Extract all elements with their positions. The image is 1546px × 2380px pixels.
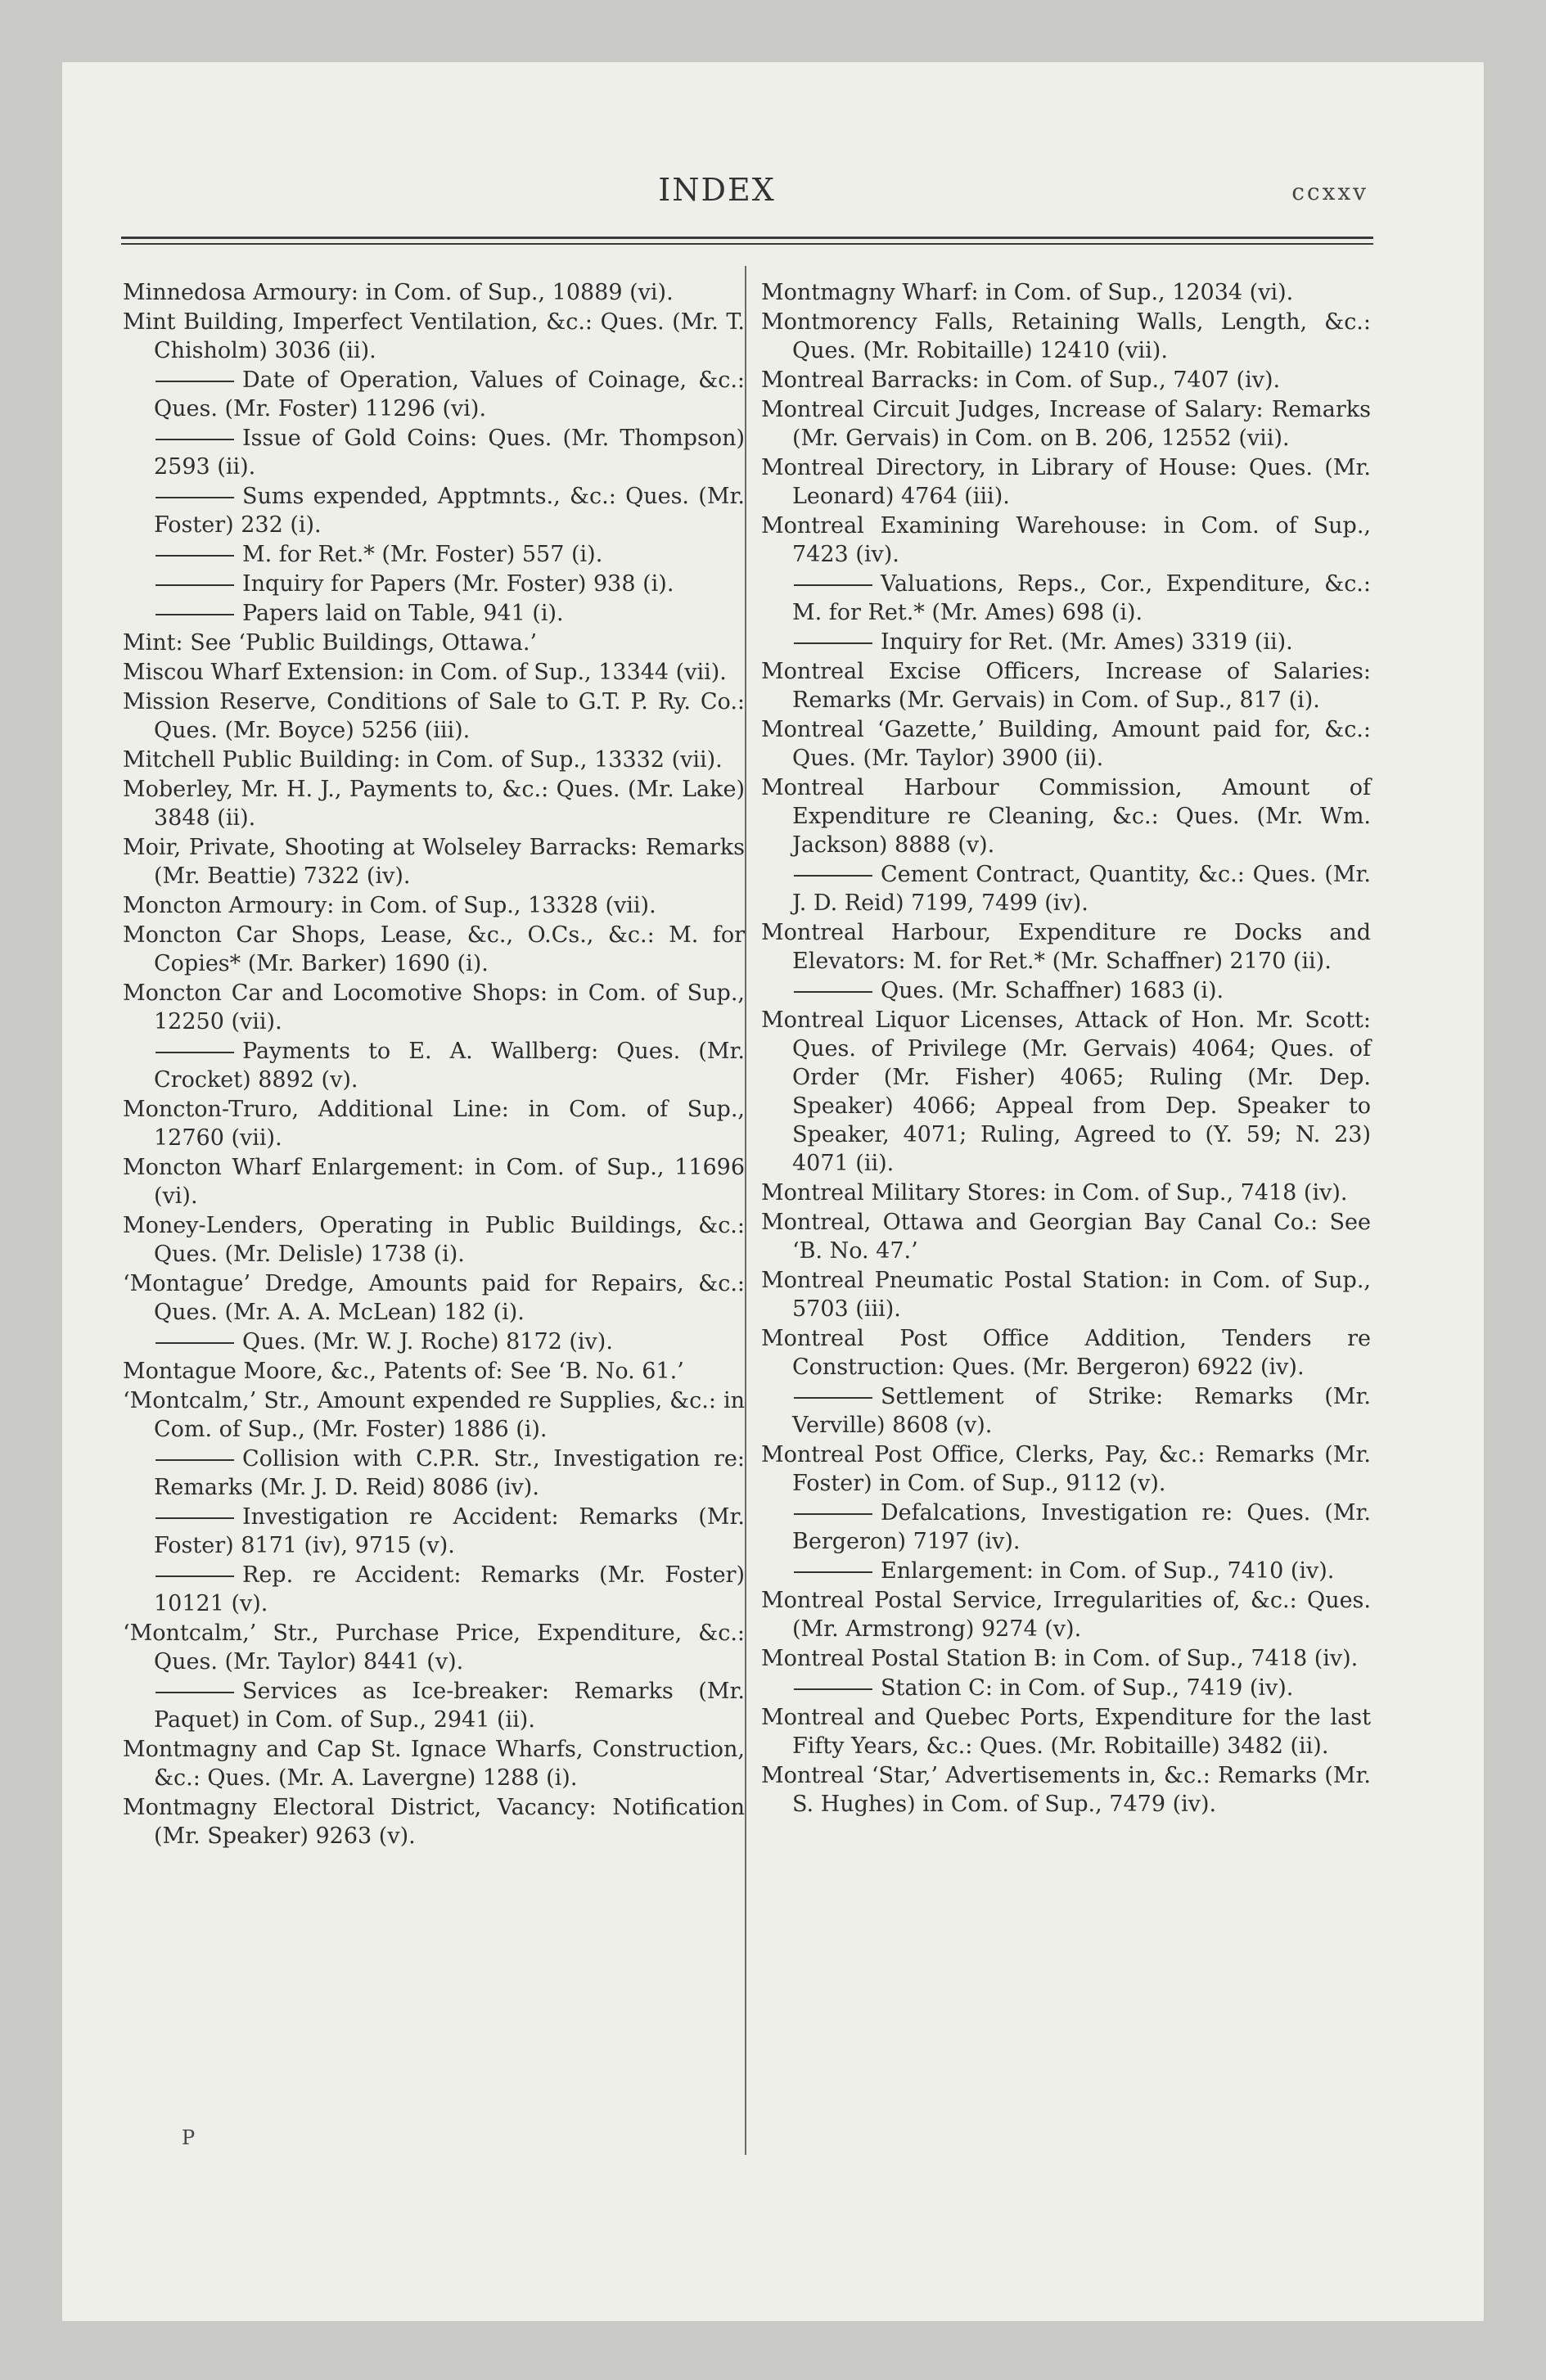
index-entry xyxy=(123,1386,745,1444)
header-rule xyxy=(121,237,1373,239)
entry-text: Issue of Gold Coins: Ques. (Mr. Thompson) 2593 (ii). xyxy=(154,426,745,480)
index-entry xyxy=(123,979,745,1036)
index-entry xyxy=(761,1179,1371,1207)
index-entry xyxy=(761,1324,1371,1382)
entry-text: Montmagny Wharf: in Com. of Sup., 12034 (vi). xyxy=(761,280,1294,305)
entry-text: Date of Operation, Values of Coinage, &c.: Ques. (Mr. Foster) 11296 (vi). xyxy=(154,367,745,421)
index-entry xyxy=(761,860,1371,917)
ditto-dash xyxy=(156,614,234,615)
entry-text: Moncton-Truro, Additional Line: in Com. of Sup., 12760 (vii). xyxy=(123,1097,745,1151)
entry-text: Investigation re Accident: Remarks (Mr. Foster) 8171 (iv), 9715 (v). xyxy=(154,1504,745,1558)
index-entry xyxy=(123,833,745,890)
signature-mark: P xyxy=(182,2126,196,2149)
entry-text: Defalcations, Investigation re: Ques. (Mr. Bergeron) 7197 (iv). xyxy=(792,1500,1371,1554)
index-entry xyxy=(123,366,745,423)
entry-text: Mission Reserve, Conditions of Sale to G.T. P. Ry. Co.: Ques. (Mr. Boyce) 5256 (iii). xyxy=(123,689,745,743)
entry-text: Papers laid on Table, 941 (i). xyxy=(242,601,564,626)
entry-text: Mitchell Public Building: in Com. of Sup., 13332 (vii). xyxy=(123,747,723,773)
ditto-dash xyxy=(794,1688,872,1690)
entry-text: Payments to E. A. Wallberg: Ques. (Mr. Crocket) 8892 (v). xyxy=(154,1039,745,1093)
index-entry xyxy=(123,891,745,920)
index-entry xyxy=(123,629,745,657)
index-entry xyxy=(761,1440,1371,1498)
index-entry xyxy=(761,976,1371,1005)
index-entry xyxy=(761,453,1371,511)
index-entry xyxy=(123,1561,745,1618)
entry-text: Mint Building, Imperfect Ventilation, &c.: Ques. (Mr. T. Chisholm) 3036 (ii). xyxy=(123,309,745,363)
index-entry xyxy=(761,918,1371,976)
index-entry xyxy=(761,1586,1371,1643)
entry-text: Cement Contract, Quantity, &c.: Ques. (Mr. J. D. Reid) 7199, 7499 (iv). xyxy=(792,862,1371,916)
entry-text: Mint: See ‘Public Buildings, Ottawa.’ xyxy=(123,630,538,656)
index-entry xyxy=(123,1445,745,1502)
index-entry xyxy=(761,657,1371,714)
ditto-dash xyxy=(794,1571,872,1573)
index-entry xyxy=(123,1503,745,1560)
ditto-dash xyxy=(156,555,234,557)
entry-text: Inquiry for Papers (Mr. Foster) 938 (i). xyxy=(242,571,674,597)
index-entry xyxy=(761,1674,1371,1702)
entry-text: Montmorency Falls, Retaining Walls, Length, &c.: Ques. (Mr. Robitaille) 12410 (vii). xyxy=(761,309,1371,363)
index-entry xyxy=(761,308,1371,365)
entry-text: Inquiry for Ret. (Mr. Ames) 3319 (ii). xyxy=(881,629,1293,655)
entry-text: Minnedosa Armoury: in Com. of Sup., 10889 (vi). xyxy=(123,280,674,305)
index-entry xyxy=(761,1644,1371,1673)
entry-text: Moir, Private, Shooting at Wolseley Barracks: Remarks (Mr. Beattie) 7322 (iv). xyxy=(123,835,745,889)
entry-text: Montreal Postal Service, Irregularities of, &c.: Ques. (Mr. Armstrong) 9274 (v). xyxy=(761,1588,1371,1642)
entry-text: Montreal Post Office, Clerks, Pay, &c.: Remarks (Mr. Foster) in Com. of Sup., 9112 (v). xyxy=(761,1442,1371,1496)
entry-text: ‘Montcalm,’ Str., Purchase Price, Expenditure, &c.: Ques. (Mr. Taylor) 8441 (v). xyxy=(123,1620,745,1675)
index-entry xyxy=(123,540,745,569)
entry-text: Moberley, Mr. H. J., Payments to, &c.: Ques. (Mr. Lake) 3848 (ii). xyxy=(123,777,745,831)
entry-text: Montreal Harbour Commission, Amount of Expenditure re Cleaning, &c.: Ques. (Mr. Wm. Jackson) 8888 (v). xyxy=(761,775,1371,858)
index-entry xyxy=(761,1208,1371,1265)
entry-text: Montreal Post Office Addition, Tenders re Construction: Ques. (Mr. Bergeron) 6922 (iv). xyxy=(761,1326,1371,1380)
index-entry xyxy=(761,1703,1371,1760)
index-entry xyxy=(123,1327,745,1356)
entry-text: Services as Ice-breaker: Remarks (Mr. Paquet) in Com. of Sup., 2941 (ii). xyxy=(154,1679,745,1733)
index-entry xyxy=(123,1793,745,1850)
index-entry xyxy=(761,773,1371,859)
entry-text: Montreal Liquor Licenses, Attack of Hon. Mr. Scott: Ques. of Privilege (Mr. Gervais) 4064; Ques. of Order (Mr. Fisher) 4065; Ruling (Mr. Dep. Speaker) 4066; Appeal from Dep. Speaker to Speaker, 4071; Ruling, Agreed to (Y. 59; N. 23) 4071 (ii). xyxy=(761,1007,1371,1176)
index-entry xyxy=(761,366,1371,394)
entry-text: Montmagny and Cap St. Ignace Wharfs, Construction, &c.: Ques. (Mr. A. Lavergne) 1288 (i). xyxy=(123,1737,745,1791)
entry-text: Moncton Car and Locomotive Shops: in Com. of Sup., 12250 (vii). xyxy=(123,980,745,1034)
entry-text: Montmagny Electoral District, Vacancy: Notification (Mr. Speaker) 9263 (v). xyxy=(123,1795,745,1849)
index-entry xyxy=(123,687,745,745)
ditto-dash xyxy=(156,381,234,382)
index-entry xyxy=(761,395,1371,453)
entry-text: Montreal Directory, in Library of House: Ques. (Mr. Leonard) 4764 (iii). xyxy=(761,455,1371,509)
entry-text: Ques. (Mr. Schaffner) 1683 (i). xyxy=(881,978,1224,1003)
index-entry xyxy=(761,1266,1371,1323)
entry-text: Miscou Wharf Extension: in Com. of Sup., 13344 (vii). xyxy=(123,660,727,685)
entry-text: Montreal Circuit Judges, Increase of Salary: Remarks (Mr. Gervais) in Com. on B. 206, 12552 (vii). xyxy=(761,397,1371,451)
entry-text: Enlargement: in Com. of Sup., 7410 (iv). xyxy=(881,1558,1335,1584)
entry-text: Montreal, Ottawa and Georgian Bay Canal Co.: See ‘B. No. 47.’ xyxy=(761,1210,1371,1264)
entry-text: Money-Lenders, Operating in Public Buildings, &c.: Ques. (Mr. Delisle) 1738 (i). xyxy=(123,1213,745,1267)
ditto-dash xyxy=(794,642,872,644)
page-header xyxy=(62,172,1372,221)
index-entry xyxy=(761,1557,1371,1585)
index-entry xyxy=(123,570,745,598)
entry-text: M. for Ret.* (Mr. Foster) 557 (i). xyxy=(242,542,603,567)
ditto-dash xyxy=(156,497,234,498)
index-column-left xyxy=(123,278,745,1851)
index-entry xyxy=(123,921,745,978)
entry-text: Montreal Barracks: in Com. of Sup., 7407 (iv). xyxy=(761,367,1281,393)
entry-text: Ques. (Mr. W. J. Roche) 8172 (iv). xyxy=(242,1329,613,1355)
index-entry xyxy=(761,512,1371,569)
entry-text: Rep. re Accident: Remarks (Mr. Foster) 10121 (v). xyxy=(154,1562,745,1616)
entry-text: Settlement of Strike: Remarks (Mr. Verville) 8608 (v). xyxy=(792,1384,1371,1438)
ditto-dash xyxy=(794,875,872,877)
index-entry xyxy=(761,1006,1371,1178)
entry-text: Montreal Examining Warehouse: in Com. of Sup., 7423 (iv). xyxy=(761,513,1371,567)
header-rule xyxy=(121,243,1373,245)
entry-text: Montreal Postal Station B: in Com. of Sup., 7418 (iv). xyxy=(761,1646,1359,1671)
entry-text: Moncton Wharf Enlargement: in Com. of Sup., 11696 (vi). xyxy=(123,1155,745,1209)
column-divider xyxy=(745,266,746,2155)
ditto-dash xyxy=(156,1517,234,1519)
entry-text: Montreal Excise Officers, Increase of Salaries: Remarks (Mr. Gervais) in Com. of Sup., 817 (i). xyxy=(761,659,1371,713)
index-entry xyxy=(761,278,1371,307)
index-column-right xyxy=(761,278,1371,1819)
entry-text: Montreal ‘Star,’ Advertisements in, &c.: Remarks (Mr. S. Hughes) in Com. of Sup., 7479 (iv). xyxy=(761,1763,1371,1817)
page-title: INDEX xyxy=(658,172,776,208)
index-entry xyxy=(123,775,745,832)
entry-text: Moncton Car Shops, Lease, &c., O.Cs., &c.: M. for Copies* (Mr. Barker) 1690 (i). xyxy=(123,922,745,976)
ditto-dash xyxy=(156,584,234,586)
entry-text: Collision with C.P.R. Str., Investigation re: Remarks (Mr. J. D. Reid) 8086 (iv). xyxy=(154,1446,745,1500)
index-entry xyxy=(761,1761,1371,1819)
index-entry xyxy=(123,1269,745,1327)
ditto-dash xyxy=(156,1692,234,1693)
index-entry xyxy=(761,715,1371,773)
entry-text: Station C: in Com. of Sup., 7419 (iv). xyxy=(881,1675,1294,1701)
ditto-dash xyxy=(156,1052,234,1053)
page-number: ccxxv xyxy=(1291,178,1368,205)
index-entry xyxy=(123,746,745,774)
entry-text: ‘Montague’ Dredge, Amounts paid for Repairs, &c.: Ques. (Mr. A. A. McLean) 182 (i). xyxy=(123,1271,745,1325)
ditto-dash xyxy=(794,1397,872,1399)
index-entry xyxy=(761,1382,1371,1440)
index-entry xyxy=(123,599,745,628)
entry-text: Montreal and Quebec Ports, Expenditure for the last Fifty Years, &c.: Ques. (Mr. Robitaille) 3482 (ii). xyxy=(761,1705,1371,1759)
index-entry xyxy=(123,482,745,539)
entry-text: Montreal Harbour, Expenditure re Docks and Elevators: M. for Ret.* (Mr. Schaffner) 2170 (ii). xyxy=(761,920,1371,974)
entry-text: Montague Moore, &c., Patents of: See ‘B. No. 61.’ xyxy=(123,1359,684,1384)
entry-text: Montreal Pneumatic Postal Station: in Com. of Sup., 5703 (iii). xyxy=(761,1268,1371,1322)
index-entry xyxy=(123,1735,745,1792)
ditto-dash xyxy=(156,1342,234,1344)
index-entry xyxy=(123,1357,745,1386)
index-entry xyxy=(761,570,1371,627)
ditto-dash xyxy=(794,1513,872,1515)
index-entry xyxy=(123,1211,745,1269)
index-entry xyxy=(123,424,745,481)
index-entry xyxy=(761,628,1371,656)
entry-text: Sums expended, Apptmnts., &c.: Ques. (Mr. Foster) 232 (i). xyxy=(154,484,745,538)
ditto-dash xyxy=(794,991,872,993)
ditto-dash xyxy=(794,584,872,586)
index-entry xyxy=(761,1499,1371,1556)
index-entry xyxy=(123,308,745,365)
entry-text: Montreal Military Stores: in Com. of Sup., 7418 (iv). xyxy=(761,1180,1348,1206)
index-entry xyxy=(123,658,745,687)
entry-text: Moncton Armoury: in Com. of Sup., 13328 (vii). xyxy=(123,893,656,918)
entry-text: ‘Montcalm,’ Str., Amount expended re Supplies, &c.: in Com. of Sup., (Mr. Foster) 1886 (i). xyxy=(123,1388,745,1442)
index-entry xyxy=(123,1153,745,1210)
index-entry xyxy=(123,1619,745,1676)
entry-text: Montreal ‘Gazette,’ Building, Amount paid for, &c.: Ques. (Mr. Taylor) 3900 (ii). xyxy=(761,717,1371,771)
index-entry xyxy=(123,1095,745,1152)
index-entry xyxy=(123,278,745,307)
index-entry xyxy=(123,1037,745,1094)
ditto-dash xyxy=(156,1459,234,1461)
index-entry xyxy=(123,1677,745,1734)
ditto-dash xyxy=(156,1575,234,1577)
ditto-dash xyxy=(156,439,234,440)
entry-text: Valuations, Reps., Cor., Expenditure, &c.: M. for Ret.* (Mr. Ames) 698 (i). xyxy=(792,571,1371,625)
